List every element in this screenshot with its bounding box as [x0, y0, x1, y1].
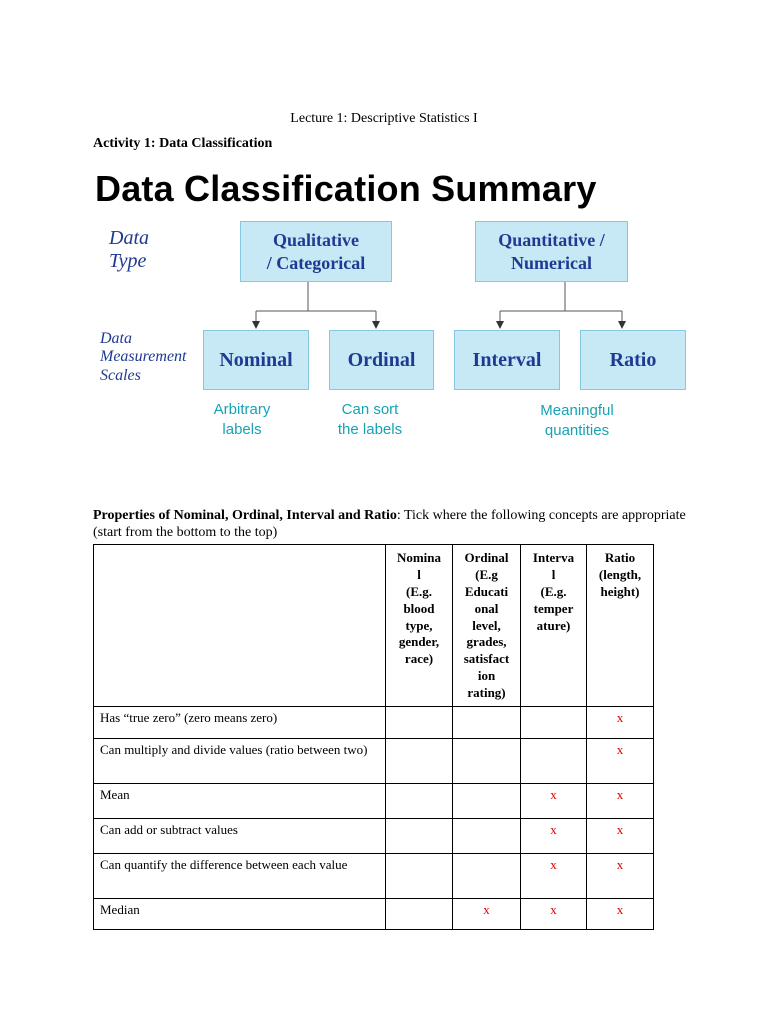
ratio-mark-cell[interactable]: x — [587, 784, 654, 819]
header-line: ion — [477, 668, 496, 684]
header-line: Nomina — [396, 550, 442, 565]
table-row — [94, 899, 654, 930]
quantitative-description-line: quantities — [544, 421, 610, 439]
qualitative-box — [240, 221, 392, 282]
ratio-box: Ratio — [580, 330, 686, 390]
interval-box: Interval — [454, 330, 560, 390]
quantitative-connector — [500, 281, 622, 325]
ordinal-header-cell — [453, 545, 521, 707]
header-line: blood — [403, 600, 435, 616]
header-line: rating) — [467, 685, 506, 701]
measurement-scales-label-line: Scales — [100, 366, 141, 384]
nominal-mark-cell[interactable] — [386, 707, 453, 739]
header-line: grades, — [466, 634, 507, 650]
header-line: gender, — [398, 634, 440, 650]
properties-intro-text: : Tick where the following concepts are appropriate (start from the bottom to the top) — [93, 508, 686, 540]
header-line: Ratio — [604, 550, 636, 565]
header-line: ature) — [536, 617, 571, 633]
ordinal-mark-cell[interactable] — [453, 819, 521, 854]
nominal-header-cell — [386, 545, 453, 707]
ratio-mark-cell[interactable]: x — [587, 899, 654, 930]
data-type-label-line: Type — [109, 250, 147, 272]
ratio-mark-cell[interactable]: x — [587, 854, 654, 899]
interval-mark-cell[interactable] — [521, 707, 587, 739]
quantitative-label-line: Quantitative / — [498, 230, 605, 250]
table-row — [94, 854, 654, 899]
header-line: (length, — [598, 566, 642, 582]
interval-mark-cell[interactable]: x — [521, 899, 587, 930]
quantitative-description-line: Meaningful — [540, 402, 614, 419]
interval-mark-cell[interactable]: x — [521, 784, 587, 819]
nominal-mark-cell[interactable] — [386, 854, 453, 899]
interval-mark-cell[interactable]: x — [521, 819, 587, 854]
ordinal-description — [320, 400, 420, 439]
ordinal-mark-cell[interactable] — [453, 854, 521, 899]
properties-intro — [93, 508, 693, 542]
measurement-scales-label-line: Measurement — [100, 348, 187, 366]
quantitative-box — [475, 221, 628, 282]
qualitative-connector — [256, 281, 376, 325]
concept-cell: Can quantify the difference between each value — [94, 854, 386, 899]
interval-mark-cell[interactable]: x — [521, 854, 587, 899]
properties-table — [93, 544, 654, 930]
nominal-description-line: labels — [222, 420, 262, 438]
concept-cell: Has “true zero” (zero means zero) — [94, 707, 386, 739]
interval-header-cell — [521, 545, 587, 707]
table-row — [94, 784, 654, 819]
concept-cell: Can multiply and divide values (ratio between two) — [94, 739, 386, 784]
data-type-label-line: Data — [109, 227, 149, 249]
ordinal-mark-cell[interactable] — [453, 739, 521, 784]
concept-header-cell — [94, 545, 386, 707]
lecture-title: Lecture 1: Descriptive Statistics I — [290, 111, 478, 126]
ordinal-mark-cell[interactable] — [453, 784, 521, 819]
header-line: l — [551, 566, 556, 582]
header-line: onal — [474, 600, 499, 616]
header-line: level, — [472, 617, 501, 633]
ordinal-description-line: the labels — [337, 420, 403, 438]
qualitative-label-line: Qualitative — [273, 230, 359, 250]
ratio-header-cell — [587, 545, 654, 707]
quantitative-label-line: Numerical — [511, 252, 592, 273]
header-line: l — [417, 566, 421, 582]
activity-title: Activity 1: Data Classification — [93, 136, 273, 151]
nominal-mark-cell[interactable] — [386, 819, 453, 854]
ordinal-mark-cell[interactable] — [453, 707, 521, 739]
properties-intro-bold: Properties of Nominal, Ordinal, Interval and Ratio — [93, 508, 397, 523]
table-row — [94, 707, 654, 739]
header-line: temper — [533, 600, 574, 616]
nominal-description-line: Arbitrary — [213, 401, 271, 418]
nominal-mark-cell[interactable] — [386, 739, 453, 784]
nominal-mark-cell[interactable] — [386, 899, 453, 930]
qualitative-label-line: / Categorical — [266, 252, 366, 273]
header-line: Interva — [532, 550, 575, 565]
table-row — [94, 819, 654, 854]
header-line: (E.g. — [540, 583, 567, 599]
table-header-row — [94, 545, 654, 707]
quantitative-description — [517, 401, 637, 440]
concept-cell: Can add or subtract values — [94, 819, 386, 854]
ratio-mark-cell[interactable]: x — [587, 739, 654, 784]
nominal-box: Nominal — [203, 330, 309, 390]
concept-cell: Median — [94, 899, 386, 930]
header-line: (E.g. — [406, 583, 432, 599]
ordinal-box: Ordinal — [329, 330, 434, 390]
header-line: Educati — [464, 583, 509, 599]
nominal-mark-cell[interactable] — [386, 784, 453, 819]
header-line: satisfact — [463, 651, 510, 667]
ratio-mark-cell[interactable]: x — [587, 819, 654, 854]
interval-mark-cell[interactable] — [521, 739, 587, 784]
ordinal-mark-cell[interactable]: x — [453, 899, 521, 930]
header-line: race) — [404, 651, 434, 667]
header-line: height) — [600, 583, 640, 599]
concept-cell: Mean — [94, 784, 386, 819]
nominal-description — [192, 400, 292, 439]
header-line: (E.g — [475, 566, 498, 582]
ordinal-description-line: Can sort — [341, 401, 399, 418]
header-line: type, — [405, 617, 433, 633]
diagram-title: Data Classification Summary — [95, 168, 597, 209]
table-row — [94, 739, 654, 784]
ratio-mark-cell[interactable]: x — [587, 707, 654, 739]
header-line: Ordinal — [464, 550, 509, 565]
measurement-scales-label-line: Data — [100, 330, 132, 347]
